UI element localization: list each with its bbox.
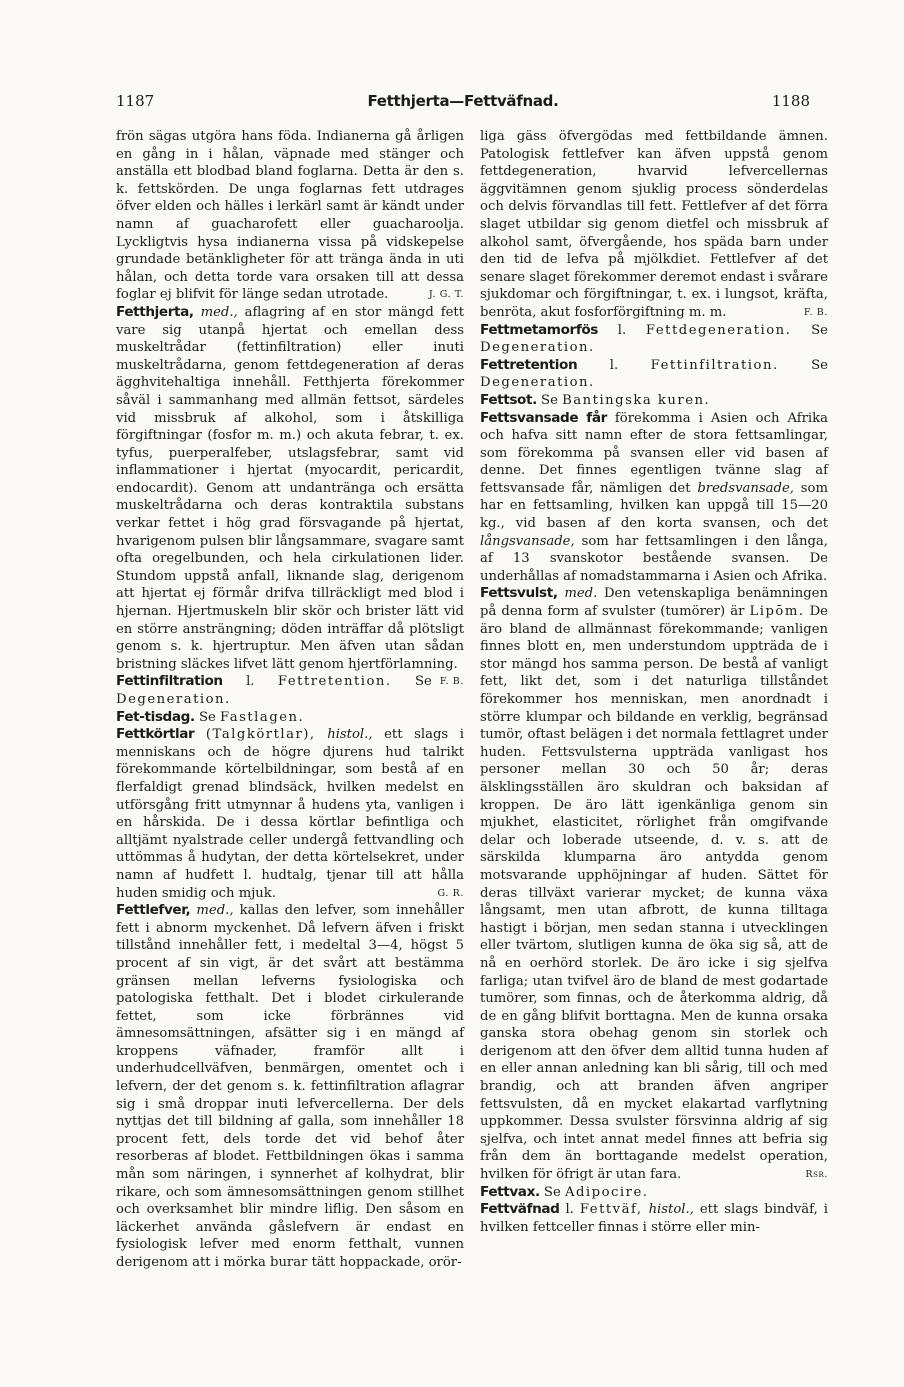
entry-text: ett slags i menniskans och de högre djurens hud talrikt förekommande körtelbildningar, som bestå af en flerfaldigt grenad blindsäck, hvilken medelst en utförsgång fritt utmynnar å hudens yta, vanligen i en hårskida. De i dessa körtlar befintliga och alltjämt nyalstrade celler undergå fettvandling och uttömmas å hudytan, der detta körtelsekret, under namn af hudfett l. hudtalg, tjenar till att hålla huden smidig och mjuk. [116,727,464,901]
field-abbreviation: histol., [648,1202,694,1218]
headword: Fettlefver, [116,902,191,919]
entry-text: l. [609,357,619,373]
entry-text: Se [541,392,558,408]
cross-reference: Degeneration. [480,340,595,356]
entry-fettsvulst [480,585,828,1183]
author-signature: J. G. T. [428,289,464,301]
cross-reference: Fettretention. [277,674,392,690]
entry-fettsvansade-far [480,410,828,586]
entry-text: Se [811,322,828,338]
cross-reference: Bantingska kuren. [562,392,711,408]
author-signature: G. R. [437,887,464,899]
entry-text: förekomma i Asien och Afrika och hafva sitt namn efter de stora fettsamlingar, som förekomma på svansen eller vid basen af denne. Det finnes egentligen tvänne slag af fettsvansade får, nämligen det [480,410,829,496]
entry-text: l. [617,322,627,338]
entry-fettvafnad [480,1201,828,1236]
field-abbreviation: histol., [327,727,373,743]
entry-text: frön sägas utgöra hans föda. Indianerna gå årligen en gång in i hålan, väpnade med stänger och anställa ett blodbad bland foglarna. Detta är den s. k. fettskörden. De unga foglarnas fett utdrages öfver elden och hälles i lerkärl samt är kändt under namn af guacharofett eller guacharoolja. Lyckligtvis hysa indianerna vissa på vidskepelse grundade betänkligheter för att tränga ända in uti hålan, och detta torde vara orsaken till att dessa foglar ej blifvit för länge sedan utrotade. [116,129,464,303]
entry-fettlefver [116,902,464,1271]
author-signature: F. B. [439,676,464,688]
entry-fettsot [480,392,828,410]
italic-term: bredsvansade, [697,480,794,496]
entry-fettvax [480,1184,828,1202]
headword: Fet-tisdag. [116,708,195,725]
headword: Fettinfiltration [116,673,223,690]
column-right [480,128,828,1236]
entry-fettkortlar [116,726,464,902]
page-number-right: 1188 [771,92,810,110]
entry-text: ett slags bindväf, i hvilken fettceller finnas i större eller min- [480,1202,828,1235]
entry-text: Se [543,1184,561,1200]
column-left [116,128,464,1272]
entry-text: Se [415,674,432,690]
italic-term: långsvansade, [480,533,575,549]
headword: Fettvax. [480,1183,540,1200]
headword: Fettsvansade får [480,409,607,426]
entry-fettretention [480,357,828,392]
headword: Fettsvulst, [480,585,558,602]
entry-text: aflagring af en stor mängd fett vare sig utanpå hjertat och emellan dess muskeltrådar (fettinfiltration) eller inuti muskeltrådarna, genom fettdegeneration af deras ägghvitehaltiga innehåll. Fetthjerta förekommer såväl i sammanhang med allmän fettsot, särdeles vid missbruk af alkohol, som i åtskilliga förgiftningar (fosfor m. m.) och akuta febrar, t. ex. tyfus, puerperalfeber, utslagsfebrar, samt vid inflammationer i hjertat (myocardit, pericardit, endocardit). Genom att undantränga och ersätta muskeltrådarna och deras kontraktila substans verkar fettet i hög grad försvagande på hjertat, hvarigenom pulsen blir långsammare, svagare samt ofta oregelbunden, och hela cirkulationen lider. Stundom uppstå anfall, liknande slag, derigenom att hjertat ej förmår drifva tillräckligt med blod i hjernan. Hjertmuskeln blir skör och brister lätt vid en större ansträngning; döden inträffar då plötsligt genom s. k. hjertruptur. Men äfven utan sådan bristning släckes lifvet lätt genom hjertförlamning. [116,304,464,672]
headword: Fettretention [480,356,578,373]
entry-text: Se [198,709,216,725]
entry-text: liga gäss öfvergödas med fettbildande ämnen. Patologisk fettlefver kan äfven uppstå genom fettdegeneration, hvarvid lefvercellernas äggvitämnen genom sjuklig process sönderdelas och delvis förvandlas till fett. Fettlefver af det förra slaget utbildar sig genom dietfel och missbruk af alkohol samt, öfvergående, hos späda barn under den tid de lefva på mjölkdiet. Fettlefver af det senare slaget förekommer deremot endast i svårare sjukdomar och förgiftningar, t. ex. i lungsot, kräfta, benröta, akut fosforförgiftning m. m. [480,129,828,320]
author-signature: Rsr. [805,1169,828,1181]
cross-reference: Adipocire. [564,1184,649,1200]
entry-text: kallas den lefver, som innehåller fett i abnorm myckenhet. Då lefvern äfven i friskt tillstånd innehåller fett, i medeltal 3—4, högst 5 procent af sin vigt, är det svårt att bestämma gränsen mellan lefverns fysiologiska och patologiska fetthalt. Det i blodet cirkulerande fettet, som icke förbrännes vid ämnesomsättningen, afsätter sig i en mängd af kroppens väfnader, framför allt i underhudcellväfven, benmärgen, omentet och i lefvern, der det genom s. k. fettinfiltration aflagrar sig i små droppar inuti lefvercellerna. Der dels nyttjas det till bildning af galla, som innehåller 18 procent fett, dels torde det vid behof åter resorberas af blodet. Fettbildningen ökas i samma mån som näringen, i synnerhet af kolhydrat, blir rikare, och som ämnesomsättningen genom stillhet och overksamhet blir mindre liflig. Den såsom en läckerhet använda gåslefvern är endast en fysiologisk lefver med enorm fetthalt, vunnen derigenom att i mörka burar tätt hoppackade, orör- [116,903,464,1270]
running-head: Fetthjerta—Fettväfnad. [367,92,559,110]
entry-fet-tisdag [116,709,464,727]
entry-text: Den vetenskapliga benämningen på denna form af svulster (tumörer) är [480,586,828,620]
entry-continuation [116,128,464,304]
entry-text: Se [811,357,828,373]
entry-text: l. [565,1202,574,1218]
headword: Fettväfnad [480,1201,560,1218]
headword: Fettmetamorfös [480,321,598,338]
entry-continuation [480,128,828,322]
headword: Fettkörtlar [116,726,195,743]
entry-text: l. [246,674,255,690]
cross-reference: Degeneration. [480,375,595,391]
alternate-term: Fettväf, [579,1202,643,1218]
field-abbreviation: med., [196,903,234,919]
page-header [116,90,810,114]
entry-fettinfiltration [116,673,464,708]
entry-text: som har en fettsamling, hvilken kan uppgå till 15—20 kg., vid basen af den korta svansen, och det [480,480,828,532]
page-number-left: 1187 [116,92,155,110]
spaced-term: Lipōm. [749,604,805,620]
cross-reference: Degeneration. [116,692,231,707]
entry-text: som har fettsamlingen i den långa, af 13 svanskotor bestående svansen. De underhållas af nomadstammarna i Asien och Afrika. [480,533,828,584]
cross-reference: Fettdegeneration. [645,322,792,338]
entry-fettmetamorfos [480,322,828,357]
entry-text: De äro bland de allmännast förekommande; vanligen finnes blott en, men understundom uppträda de i stor mängd hos samma person. De bestå af vanligt fett, likt det, som i det naturliga tillståndet förekommer hos menniskan, men anordnadt i större klumpar och bildande en verklig, begränsad tumör, oftast belägen i det normala fettlagret under huden. Fettsvulsterna uppträda vanligast hos personer mellan 30 och 50 år; deras älsklingsställen äro skuldran och baksidan af kroppen. De äro lätt igenkänliga genom sin mjukhet, elasticitet, rörlighet från omgifvande delar och loberade utseende, d. v. s. att de särskilda klumparna äro antydda genom motsvarande upphöjningar af huden. Sättet för deras tillväxt varierar mycket; de kunna växa långsamt, men utan afbrott, de kunna tilltaga hastigt i början, men sedan stanna i utvecklingen eller tvärtom, slutligen kunna de öka sig så, att de nå en oerhörd storlek. De äro icke i sig sjelfva farliga; utan tvifvel äro de bland de mest godartade tumörer, som finnas, och de återkomma aldrig, då de en gång blifvit borttagna. Men de kunna orsaka ganska stora obehag genom sin storlek och derigenom att den öfver dem alltid tunna huden af en eller annan anledning kan bli sårig, till och med brandig, och att branden äfven angriper fettsvulsten, då en mycket elakartad varflytning uppkommer. Dessa svulster försvinna aldrig af sig sjelfva, och intet annat medel finnes att befria sig från dem än borttagande medelst operation, hvilken för öfrigt är utan fara. [480,604,828,1183]
headword: Fettsot. [480,391,537,408]
headword: Fetthjerta, [116,303,194,320]
field-abbreviation: med., [200,304,238,320]
author-signature: F. B. [803,306,828,318]
cross-reference: Fastlagen. [220,709,305,725]
alternate-term: (Talgkörtlar), [205,727,316,743]
field-abbreviation: med. [564,586,598,602]
cross-reference: Fettinfiltration. [650,357,779,373]
